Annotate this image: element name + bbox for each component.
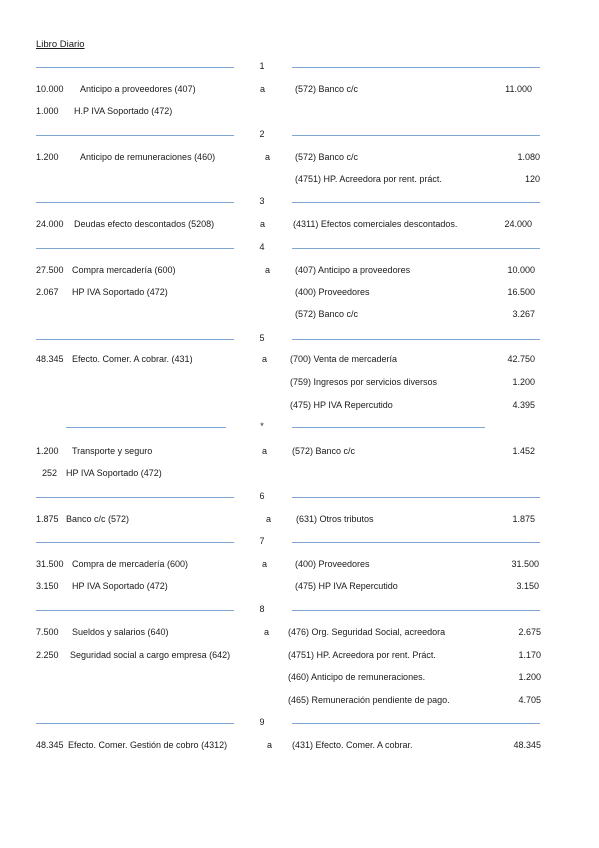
- connector-a: a: [267, 740, 273, 750]
- credit-account: (4751) HP. Acreedora por rent. Práct.: [288, 649, 436, 660]
- connector-a: a: [262, 446, 268, 456]
- entry-rule-left: [66, 427, 226, 428]
- credit-amount: 120: [524, 174, 540, 184]
- connector-a: a: [264, 627, 270, 637]
- debit-account: Compra mercadería (600): [72, 265, 176, 275]
- debit-account: Banco c/c (572): [66, 514, 130, 524]
- credit-account: (407) Anticipo a proveedores: [295, 265, 411, 275]
- credit-account: (476) Org. Seguridad Social, acreedora: [288, 627, 446, 637]
- credit-account: (631) Otros tributos: [296, 514, 374, 524]
- entry-number: 5: [259, 333, 265, 343]
- debit-amount: 1.200: [36, 152, 59, 162]
- credit-amount: 11.000: [505, 84, 532, 94]
- credit-amount: 48.345: [513, 740, 541, 750]
- debit-account: HP IVA Soportado (472): [72, 287, 168, 297]
- entry-rule-right: [292, 248, 540, 249]
- credit-account: (4311) Efectos comerciales descontados.: [293, 219, 458, 229]
- debit-account: HP IVA Soportado (472): [66, 468, 162, 478]
- debit-account: Deudas efecto descontados (5208): [74, 219, 215, 229]
- credit-account: (4751) HP. Acreedora por rent. práct.: [295, 174, 442, 184]
- entry-rule-left: [36, 723, 234, 724]
- entry-rule-right: [292, 202, 540, 203]
- credit-account: (460) Anticipo de remuneraciones.: [288, 672, 426, 682]
- page-title: Libro Diario: [36, 39, 85, 50]
- debit-account: Compra de mercadería (600): [72, 559, 189, 569]
- credit-amount: 1.452: [512, 446, 535, 456]
- entry-rule-left: [36, 248, 234, 249]
- entry-rule-right: [292, 610, 540, 611]
- entry-number: 1: [259, 61, 265, 71]
- debit-account: Anticipo a proveedores (407): [80, 84, 196, 94]
- connector-a: a: [262, 559, 268, 569]
- debit-account: Anticipo de remuneraciones (460): [80, 152, 216, 162]
- connector-a: a: [260, 219, 266, 229]
- credit-account: (572) Banco c/c: [295, 309, 359, 319]
- debit-amount: 24.000: [36, 219, 64, 229]
- debit-amount: 48.345: [36, 740, 64, 750]
- entry-rule-right: [292, 427, 485, 428]
- credit-amount: 1.875: [512, 514, 535, 524]
- credit-amount: 24.000: [504, 219, 532, 229]
- entry-rule-left: [36, 67, 234, 68]
- connector-a: a: [260, 84, 266, 94]
- debit-amount: 31.500: [36, 559, 64, 569]
- credit-amount: 4.705: [518, 694, 541, 705]
- entry-number: 3: [259, 196, 265, 206]
- entry-rule-right: [292, 67, 540, 68]
- entry-number: 8: [259, 604, 265, 614]
- entry-rule-left: [36, 542, 234, 543]
- debit-amount: 2.250: [36, 649, 59, 660]
- entry-rule-right: [292, 339, 540, 340]
- connector-a: a: [266, 514, 272, 524]
- debit-amount: 10.000: [36, 84, 64, 94]
- credit-amount: 4.395: [512, 400, 535, 410]
- entry-rule-left: [36, 202, 234, 203]
- credit-account: (759) Ingresos por servicios diversos: [290, 377, 438, 387]
- credit-account: (400) Proveedores: [295, 559, 370, 569]
- entry-rule-right: [292, 723, 540, 724]
- debit-account: H.P IVA Soportado (472): [74, 106, 173, 116]
- entry-rule-left: [36, 497, 234, 498]
- credit-account: (475) HP IVA Repercutido: [290, 400, 393, 410]
- connector-a: a: [265, 265, 271, 275]
- entry-number: 7: [259, 536, 265, 546]
- credit-amount: 1.200: [518, 672, 541, 682]
- entry-rule-right: [292, 135, 540, 136]
- entry-rule-right: [292, 542, 540, 543]
- entry-number: 2: [259, 129, 265, 139]
- credit-account: (465) Remuneración pendiente de pago.: [288, 694, 450, 705]
- debit-amount: 1.200: [36, 446, 59, 456]
- debit-amount: 7.500: [36, 627, 59, 637]
- debit-account: Efecto. Comer. Gestión de cobro (4312): [68, 740, 228, 750]
- credit-account: (431) Efecto. Comer. A cobrar.: [292, 740, 413, 750]
- credit-amount: 1.080: [517, 152, 540, 162]
- entry-rule-left: [36, 610, 234, 611]
- credit-amount: 16.500: [507, 287, 535, 297]
- credit-amount: 2.675: [518, 627, 541, 637]
- credit-amount: 1.170: [518, 649, 541, 660]
- entry-number: 4: [259, 242, 265, 252]
- credit-amount: 10.000: [507, 265, 535, 275]
- entry-number: 9: [259, 717, 265, 727]
- credit-amount: 3.150: [516, 581, 539, 591]
- credit-account: (700) Venta de mercadería: [290, 354, 398, 364]
- credit-amount: 31.500: [511, 559, 539, 569]
- debit-amount: 48.345: [36, 354, 64, 364]
- entry-rule-left: [36, 339, 234, 340]
- debit-account: Sueldos y salarios (640): [72, 627, 169, 637]
- debit-account: HP IVA Soportado (472): [72, 581, 168, 591]
- credit-account: (572) Banco c/c: [295, 84, 359, 94]
- debit-amount: 2.067: [36, 287, 59, 297]
- credit-account: (475) HP IVA Repercutido: [295, 581, 398, 591]
- credit-amount: 3.267: [512, 309, 535, 319]
- debit-amount: 1.875: [36, 514, 59, 524]
- debit-amount: 3.150: [36, 581, 59, 591]
- entry-rule-right: [292, 497, 540, 498]
- entry-number: *: [260, 421, 264, 431]
- debit-account: Efecto. Comer. A cobrar. (431): [72, 354, 193, 364]
- credit-account: (572) Banco c/c: [292, 446, 356, 456]
- entry-rule-left: [36, 135, 234, 136]
- credit-amount: 42.750: [507, 354, 535, 364]
- connector-a: a: [262, 354, 268, 364]
- debit-amount: 252: [42, 468, 58, 478]
- debit-account: Seguridad social a cargo empresa (642): [70, 649, 231, 660]
- connector-a: a: [265, 152, 271, 162]
- credit-account: (400) Proveedores: [295, 287, 370, 297]
- debit-account: Transporte y seguro: [72, 446, 153, 456]
- credit-account: (572) Banco c/c: [295, 152, 359, 162]
- entry-number: 6: [259, 491, 265, 501]
- credit-amount: 1.200: [512, 377, 535, 387]
- debit-amount: 1.000: [36, 106, 59, 116]
- debit-amount: 27.500: [36, 265, 64, 275]
